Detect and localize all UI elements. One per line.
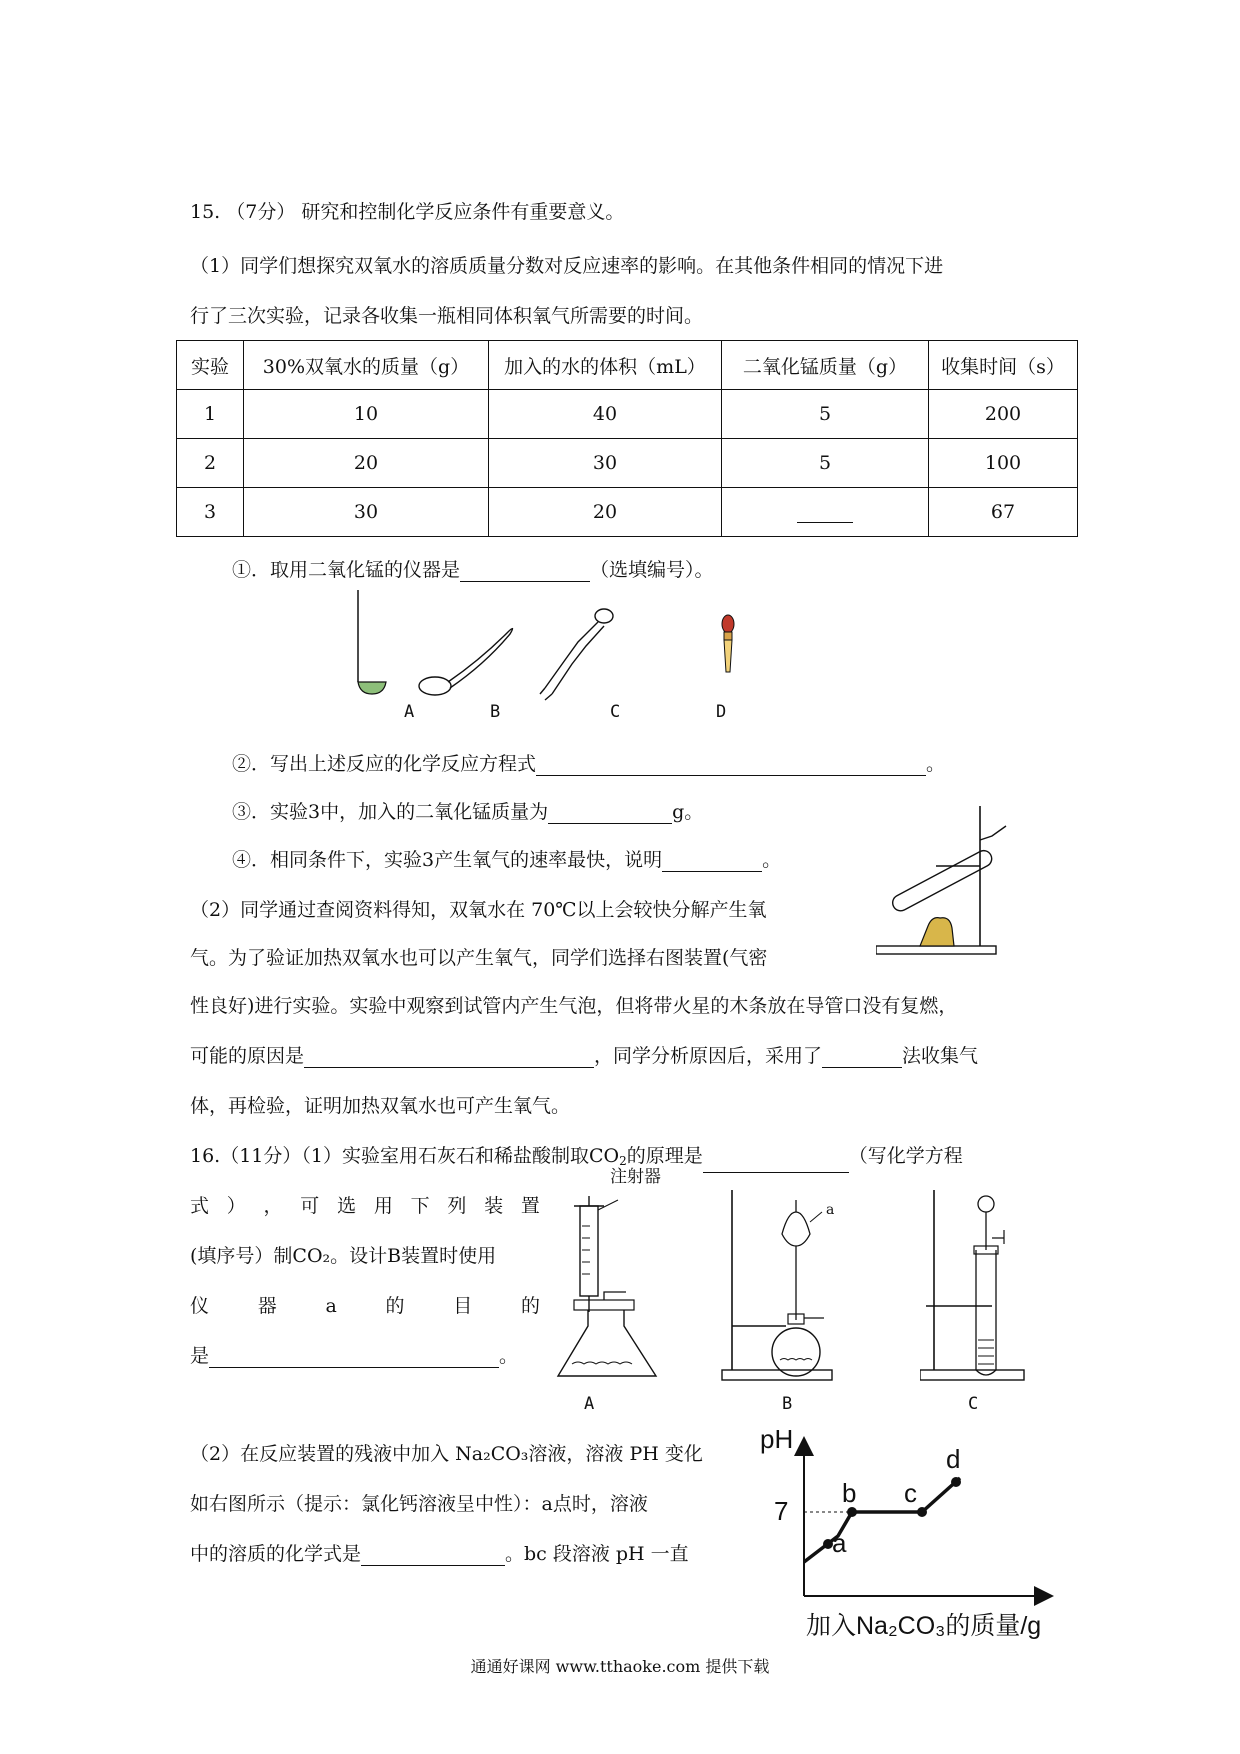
table-header: 收集时间（s） xyxy=(929,341,1078,390)
q15-part2-line3: 性良好)进行实验。实验中观察到试管内产生气泡，但将带火星的木条放在导管口没有复燃， xyxy=(190,995,958,1017)
q16-part2-line2: 如右图所示（提示：氯化钙溶液呈中性）：a点时，溶液 xyxy=(190,1493,648,1515)
q15-part2-line2: 气。为了验证加热双氧水也可以产生氧气，同学们选择右图装置(气密 xyxy=(190,947,768,969)
q15-sub3: ③．实验3中，加入的二氧化锰质量为 g。 xyxy=(232,801,704,823)
table-header: 实验 xyxy=(177,341,244,390)
instrument-c-icon xyxy=(540,609,613,700)
answer-blank[interactable] xyxy=(797,502,853,523)
q16-part2-line3: 中的溶质的化学式是 。bc 段溶液 pH 一直 xyxy=(190,1543,689,1565)
page-footer: 通通好课网 www.tthaoke.com 提供下载 xyxy=(470,1657,770,1676)
instrument-b-icon xyxy=(419,628,513,695)
table-cell: 20 xyxy=(244,439,489,488)
answer-blank[interactable] xyxy=(662,851,762,872)
answer-blank[interactable] xyxy=(548,803,672,824)
table-cell: 30 xyxy=(244,488,489,537)
graph-point-label: d xyxy=(946,1444,961,1474)
table-cell: 2 xyxy=(177,439,244,488)
table-cell: 3 xyxy=(177,488,244,537)
instrument-label: D xyxy=(716,702,727,722)
point-d-marker xyxy=(951,1477,961,1487)
ph-curve xyxy=(804,1478,960,1562)
q15-sub1: ①．取用二氧化锰的仪器是 （选填编号）。 xyxy=(232,559,714,581)
apparatus-label: B xyxy=(782,1394,793,1414)
q15-part2-line5: 体，再检验，证明加热双氧水也可产生氧气。 xyxy=(190,1095,571,1117)
table-header: 加入的水的体积（mL） xyxy=(489,341,722,390)
table-cell: 5 xyxy=(722,390,929,439)
answer-blank[interactable] xyxy=(361,1545,505,1566)
table-cell: 1 xyxy=(177,390,244,439)
apparatus-a-figure xyxy=(552,1196,664,1388)
q16-line2: 式 ） ， 可 选 用 下 列 装 置 xyxy=(190,1195,540,1217)
answer-blank[interactable] xyxy=(822,1047,902,1068)
table-row xyxy=(177,390,1078,439)
funnel-label: a xyxy=(826,1202,835,1218)
instruments-figure xyxy=(340,590,760,720)
q16-line3: (填序号）制CO₂。设计B装置时使用 xyxy=(190,1245,497,1267)
q15-sub2: ②．写出上述反应的化学反应方程式 。 xyxy=(232,753,946,775)
table-cell: 20 xyxy=(489,488,722,537)
q15-part1-line2: 行了三次实验，记录各收集一瓶相同体积氧气所需要的时间。 xyxy=(190,305,704,327)
answer-blank[interactable] xyxy=(536,755,926,776)
q16-part2-line1: （2）在反应装置的残液中加入 Na₂CO₃溶液，溶液 PH 变化 xyxy=(190,1443,703,1465)
graph-y-label: pH xyxy=(760,1424,794,1454)
table-row xyxy=(177,439,1078,488)
instrument-label: A xyxy=(404,702,415,722)
table-blank-cell[interactable] xyxy=(722,488,929,537)
table-cell: 40 xyxy=(489,390,722,439)
table-cell: 100 xyxy=(929,439,1078,488)
graph-point-label: a xyxy=(832,1528,847,1558)
graph-x-label: 加入Na₂CO₃的质量/g xyxy=(806,1612,1042,1640)
graph-point-label: b xyxy=(842,1478,857,1508)
point-c-marker xyxy=(917,1507,927,1517)
experiment-table xyxy=(176,340,1078,537)
ph-graph xyxy=(760,1420,1060,1628)
answer-blank[interactable] xyxy=(304,1047,594,1068)
q16-line5: 是 。 xyxy=(190,1345,519,1367)
instrument-a-icon xyxy=(358,590,386,694)
q16-line4: 仪 器 a 的 目 的 xyxy=(190,1295,540,1317)
apparatus-label: C xyxy=(968,1394,979,1414)
table-row xyxy=(177,488,1078,537)
table-cell: 30 xyxy=(489,439,722,488)
q16-line1: 16.（11分）（1）实验室用石灰石和稀盐酸制取$CO_2$的原理是 （写化学方程 xyxy=(190,1144,963,1173)
table-header: 二氧化锰质量（g） xyxy=(722,341,929,390)
apparatus-label: A xyxy=(584,1394,595,1414)
syringe-label: 注射器 xyxy=(610,1167,661,1187)
table-cell: 10 xyxy=(244,390,489,439)
instrument-label: B xyxy=(490,702,501,722)
graph-ref-label: 7 xyxy=(774,1496,789,1526)
graph-point-label: c xyxy=(904,1478,917,1508)
table-header-row xyxy=(177,341,1078,390)
apparatus-b-figure xyxy=(714,1190,840,1388)
table-cell: 200 xyxy=(929,390,1078,439)
q15-part2-line4: 可能的原因是 ，同学分析原因后，采用了 法收集气 xyxy=(190,1045,979,1067)
table-cell: 67 xyxy=(929,488,1078,537)
q15-sub4: ④．相同条件下，实验3产生氧气的速率最快，说明 。 xyxy=(232,849,782,871)
answer-blank[interactable] xyxy=(209,1347,499,1368)
table-cell: 5 xyxy=(722,439,929,488)
q15-part1-line1: （1）同学们想探究双氧水的溶质质量分数对反应速率的影响。在其他条件相同的情况下进 xyxy=(190,255,944,277)
q15-header: 15. （7分） 研究和控制化学反应条件有重要意义。 xyxy=(190,201,625,223)
q15-part2-line1: （2）同学通过查阅资料得知，双氧水在 70℃以上会较快分解产生氧 xyxy=(190,899,767,921)
apparatus-c-figure xyxy=(920,1190,1032,1388)
heating-apparatus-figure xyxy=(876,806,1016,966)
instrument-d-icon xyxy=(722,615,734,672)
table-header: 30%双氧水的质量（g） xyxy=(244,341,489,390)
answer-blank[interactable] xyxy=(703,1152,849,1173)
answer-blank[interactable] xyxy=(460,561,590,582)
instrument-label: C xyxy=(610,702,621,722)
